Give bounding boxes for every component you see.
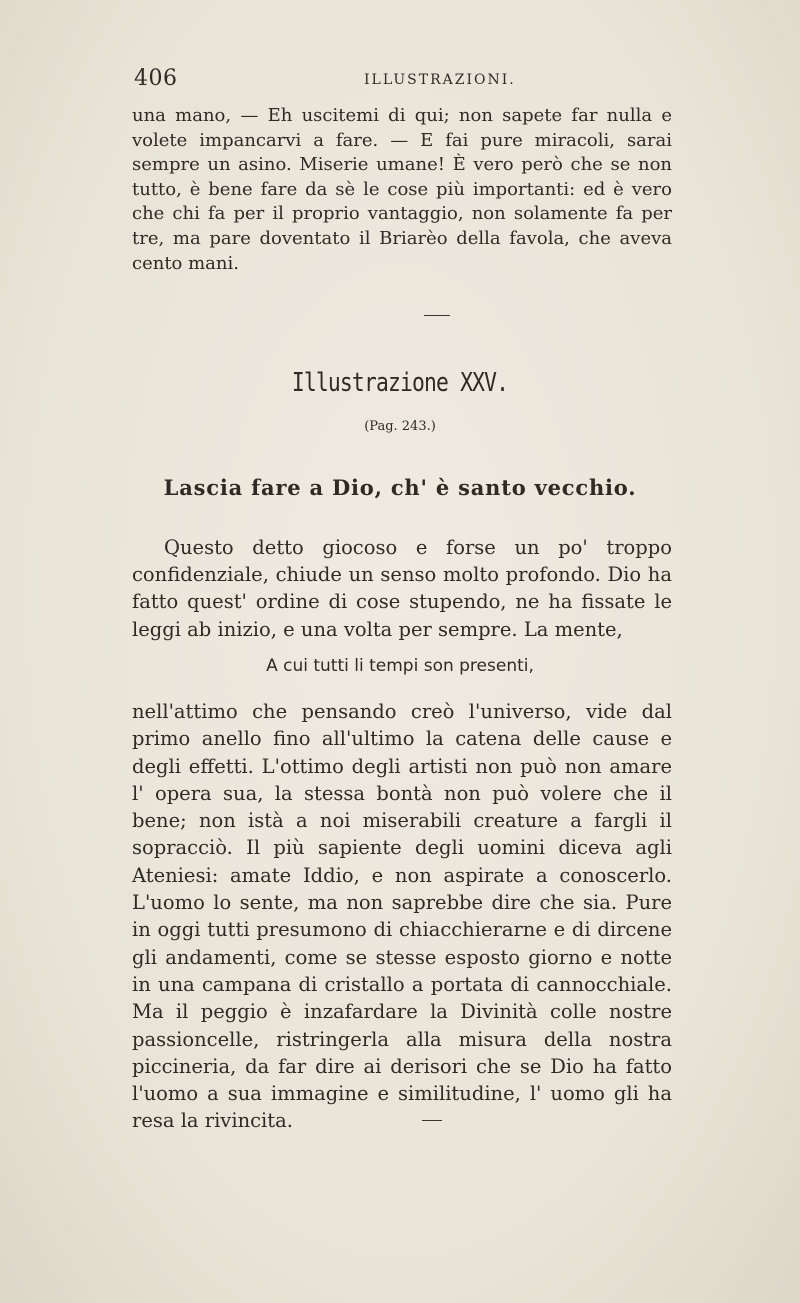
quoted-verse: A cui tutti li tempi son presenti, xyxy=(266,656,534,676)
body-paragraph-1: Questo detto giocoso e forse un po' troppo confidenziale, chiude un senso molto profondo. Dio ha fatto quest' ordine di cose stupendo, ne ha fissate le leggi ab inizio, e una volta per sempre. La mente, xyxy=(132,536,672,641)
page-number: 406 xyxy=(134,66,178,91)
body-paragraph-1-block xyxy=(132,534,672,643)
body-paragraph-2: nell'attimo che pensando creò l'universo, vide dal primo anello fino all'ultimo la catena delle cause e degli effetti. L'ottimo degli artisti non può non amare l' opera sua, la stessa bontà non può volere che il bene; non istà a noi miserabili creature a fargli il sopracciò. Il più sapiente degli uomini diceva agli Ateniesi: amate Iddio, e non aspirate a conoscerlo. L'uomo lo sente, ma non saprebbe dire che sia. Pure in oggi tutti presumono di chiacchierarne e di dircene gli andamenti, come se stesse esposto giorno e notte in una campana di cristallo a portata di cannocchiale. Ma il peggio è inzafardare la Divinità colle nostre passioncelle, ristringerla alla misura della nostra piccineria, da far dire ai derisori che se Dio ha fatto l'uomo a sua immagine e similitudine, l' uomo gli ha resa la rivincita. xyxy=(132,700,672,1133)
page-header xyxy=(134,66,674,90)
running-head: ILLUSTRAZIONI. xyxy=(364,72,516,88)
page-reference: (Pag. 243.) xyxy=(364,419,436,434)
body-paragraph-2-block xyxy=(132,698,672,1135)
end-divider xyxy=(422,1120,442,1121)
section-divider xyxy=(424,315,450,316)
section-title: Illustrazione XXV. xyxy=(291,368,509,398)
proverb-heading: Lascia fare a Dio, ch' è santo vecchio. xyxy=(163,475,637,500)
intro-paragraph-block xyxy=(132,104,672,276)
intro-paragraph: una mano, — Eh uscitemi di qui; non sapete far nulla e volete impancarvi a fare. — E fai pure miracoli, sarai sempre un asino. Miserie umane! È vero però che se non tutto, è bene fare da sè le cose più importanti: ed è vero che chi fa per il proprio vantaggio, non solamente fa per tre, ma pare doventato il Briarèo della favola, che aveva cento mani. xyxy=(132,105,672,274)
